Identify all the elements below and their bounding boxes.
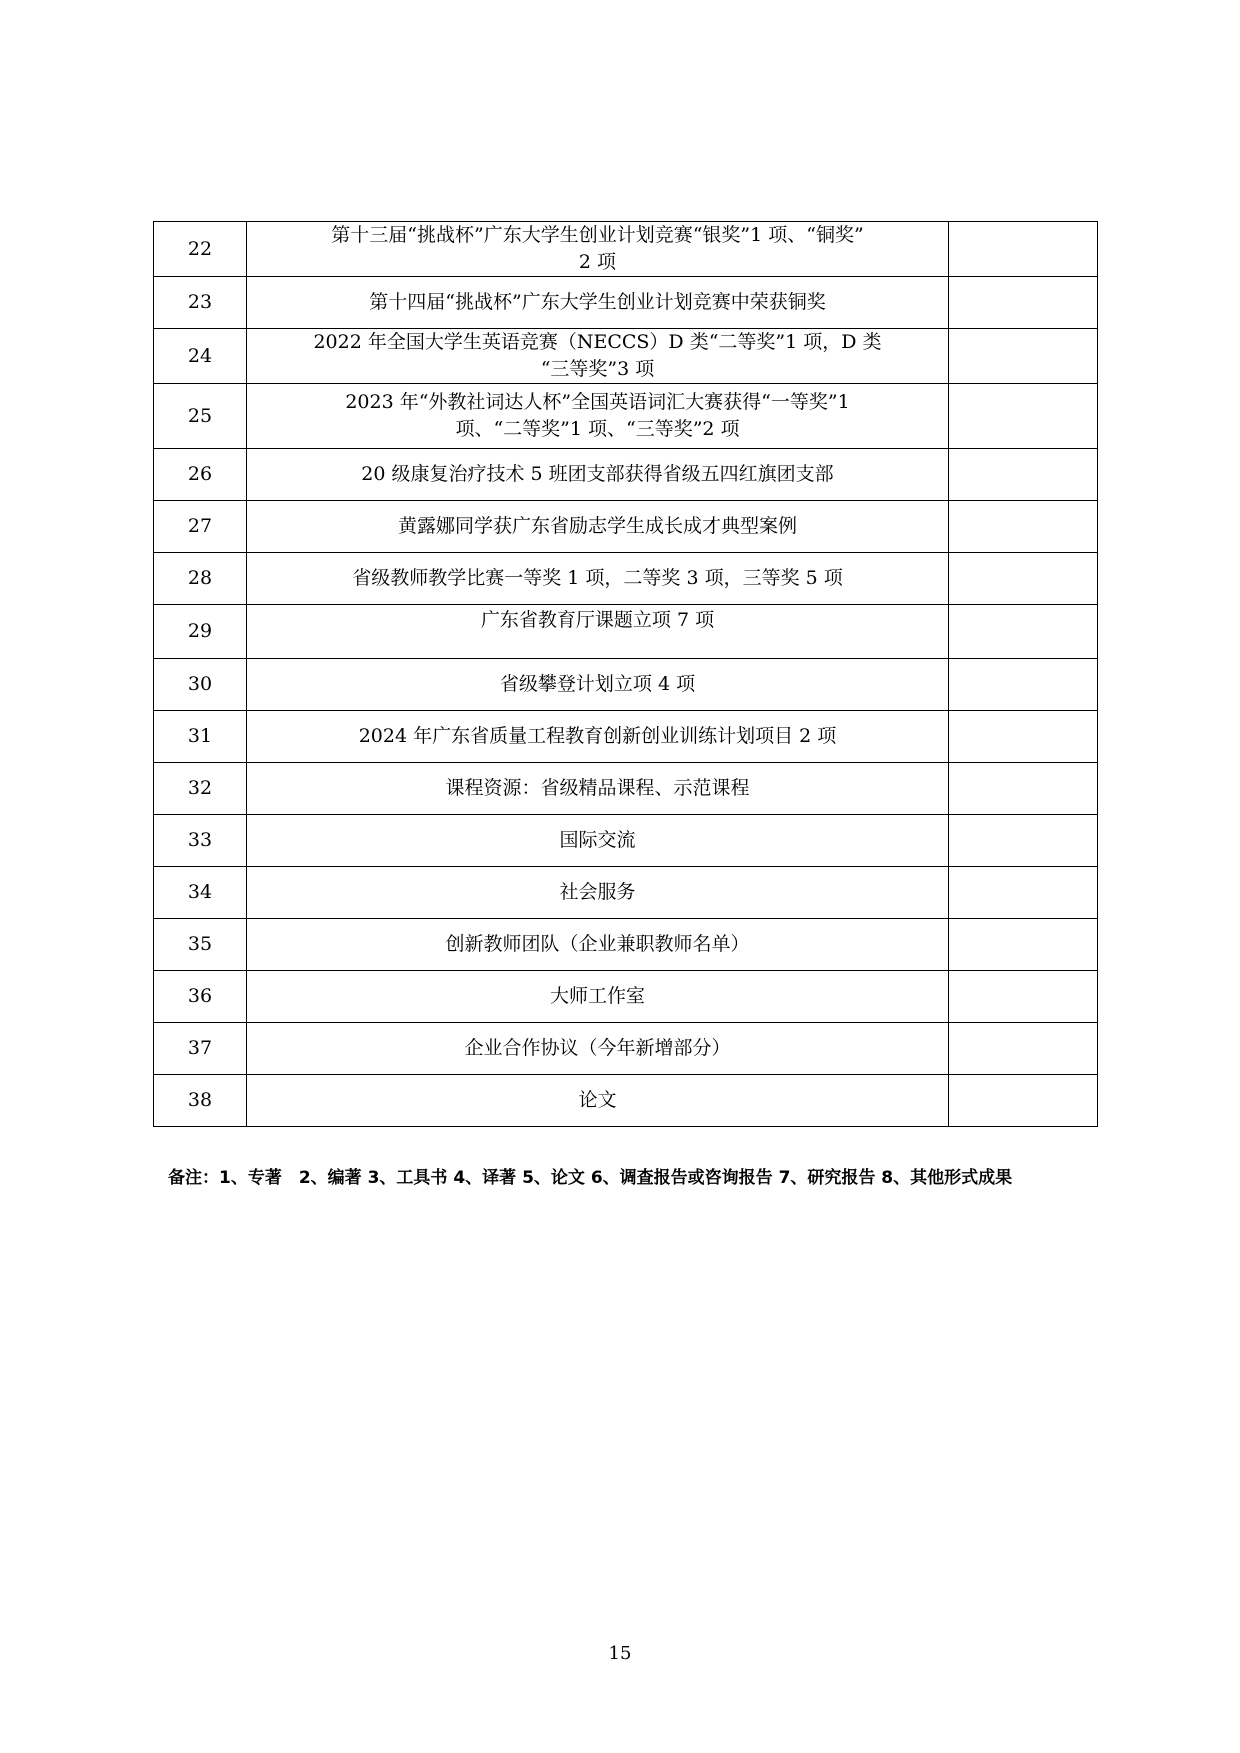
row-number: 33: [154, 815, 247, 867]
table-row: [154, 971, 1098, 1023]
table-row: [154, 763, 1098, 815]
row-number: 35: [154, 919, 247, 971]
row-number: 27: [154, 501, 247, 553]
row-note: [949, 1023, 1098, 1075]
row-title: [247, 1075, 949, 1127]
row-title: [247, 659, 949, 711]
row-title: [247, 553, 949, 605]
row-note: [949, 1075, 1098, 1127]
row-number: 29: [154, 605, 247, 659]
row-note: [949, 659, 1098, 711]
table-row: [154, 222, 1098, 277]
row-title: [247, 971, 949, 1023]
row-title: [247, 449, 949, 501]
table-row: [154, 1023, 1098, 1075]
table-row: [154, 659, 1098, 711]
row-number: 24: [154, 329, 247, 384]
footnote-remark: 备注：1、专著 2、编著 3、工具书 4、译著 5、论文 6、调查报告或咨询报告 7、研究报告 8、其他形式成果: [168, 1168, 1013, 1188]
row-title-line: 国际交流: [559, 829, 636, 851]
row-note: [949, 449, 1098, 501]
row-note: [949, 553, 1098, 605]
row-title: [247, 1023, 949, 1075]
row-number: 30: [154, 659, 247, 711]
table-row: [154, 553, 1098, 605]
row-title-line: 课程资源：省级精品课程、示范课程: [445, 777, 750, 799]
row-title-line: 省级教师教学比赛一等奖 1 项，二等奖 3 项，三等奖 5 项: [352, 567, 843, 589]
row-number: 32: [154, 763, 247, 815]
row-number: 23: [154, 277, 247, 329]
table-row: [154, 1075, 1098, 1127]
row-title-line: 创新教师团队（企业兼职教师名单）: [445, 933, 750, 955]
table-row: [154, 867, 1098, 919]
row-number: 25: [154, 384, 247, 449]
row-title: [247, 277, 949, 329]
row-note: [949, 222, 1098, 277]
row-title-line: 广东省教育厅课题立项 7 项: [480, 609, 715, 631]
row-title-line: 20 级康复治疗技术 5 班团支部获得省级五四红旗团支部: [361, 463, 834, 485]
row-note: [949, 605, 1098, 659]
row-note: [949, 329, 1098, 384]
row-title-line: 第十四届“挑战杯”广东大学生创业计划竞赛中荣获铜奖: [369, 291, 826, 313]
row-title-line: 2024 年广东省质量工程教育创新创业训练计划项目 2 项: [358, 725, 837, 747]
row-title-line: “三等奖”3 项: [540, 358, 655, 380]
row-note: [949, 815, 1098, 867]
table-row: [154, 815, 1098, 867]
row-title-line: 社会服务: [559, 881, 636, 903]
row-number: 37: [154, 1023, 247, 1075]
results-table: [153, 221, 1098, 1127]
row-title-line: 省级攀登计划立项 4 项: [499, 673, 696, 695]
row-note: [949, 919, 1098, 971]
row-note: [949, 971, 1098, 1023]
row-note: [949, 711, 1098, 763]
row-note: [949, 867, 1098, 919]
table-row: [154, 711, 1098, 763]
row-number: 34: [154, 867, 247, 919]
row-title-line: 2023 年“外教社词达人杯”全国英语词汇大赛获得“一等奖”1: [345, 391, 850, 413]
row-number: 22: [154, 222, 247, 277]
table-row: [154, 919, 1098, 971]
row-title: [247, 222, 949, 277]
row-number: 31: [154, 711, 247, 763]
row-title-line: 企业合作协议（今年新增部分）: [464, 1037, 731, 1059]
row-number: 36: [154, 971, 247, 1023]
row-title-line: 黄露娜同学获广东省励志学生成长成才典型案例: [397, 515, 797, 537]
row-title: [247, 815, 949, 867]
row-title: [247, 605, 949, 659]
row-number: 28: [154, 553, 247, 605]
row-note: [949, 277, 1098, 329]
row-title-line: 2 项: [578, 251, 617, 273]
row-title: [247, 384, 949, 449]
table-row: [154, 449, 1098, 501]
row-title: [247, 329, 949, 384]
table-row: [154, 277, 1098, 329]
row-title: [247, 711, 949, 763]
row-title: [247, 919, 949, 971]
row-number: 26: [154, 449, 247, 501]
row-title-line: 项、“二等奖”1 项、“三等奖”2 项: [455, 418, 740, 440]
row-number: 38: [154, 1075, 247, 1127]
row-note: [949, 501, 1098, 553]
page-number: 15: [608, 1643, 632, 1664]
row-note: [949, 384, 1098, 449]
row-title-line: 大师工作室: [549, 985, 645, 1007]
row-title-line: 论文: [578, 1089, 617, 1111]
table-row: [154, 605, 1098, 659]
row-title-line: 第十三届“挑战杯”广东大学生创业计划竞赛“银奖”1 项、“铜奖”: [331, 224, 864, 246]
row-note: [949, 763, 1098, 815]
row-title: [247, 867, 949, 919]
row-title: [247, 763, 949, 815]
table-row: [154, 329, 1098, 384]
row-title: [247, 501, 949, 553]
table-row: [154, 501, 1098, 553]
row-title-line: 2022 年全国大学生英语竞赛（NECCS）D 类“二等奖”1 项，D 类: [313, 331, 882, 353]
table-row: [154, 384, 1098, 449]
